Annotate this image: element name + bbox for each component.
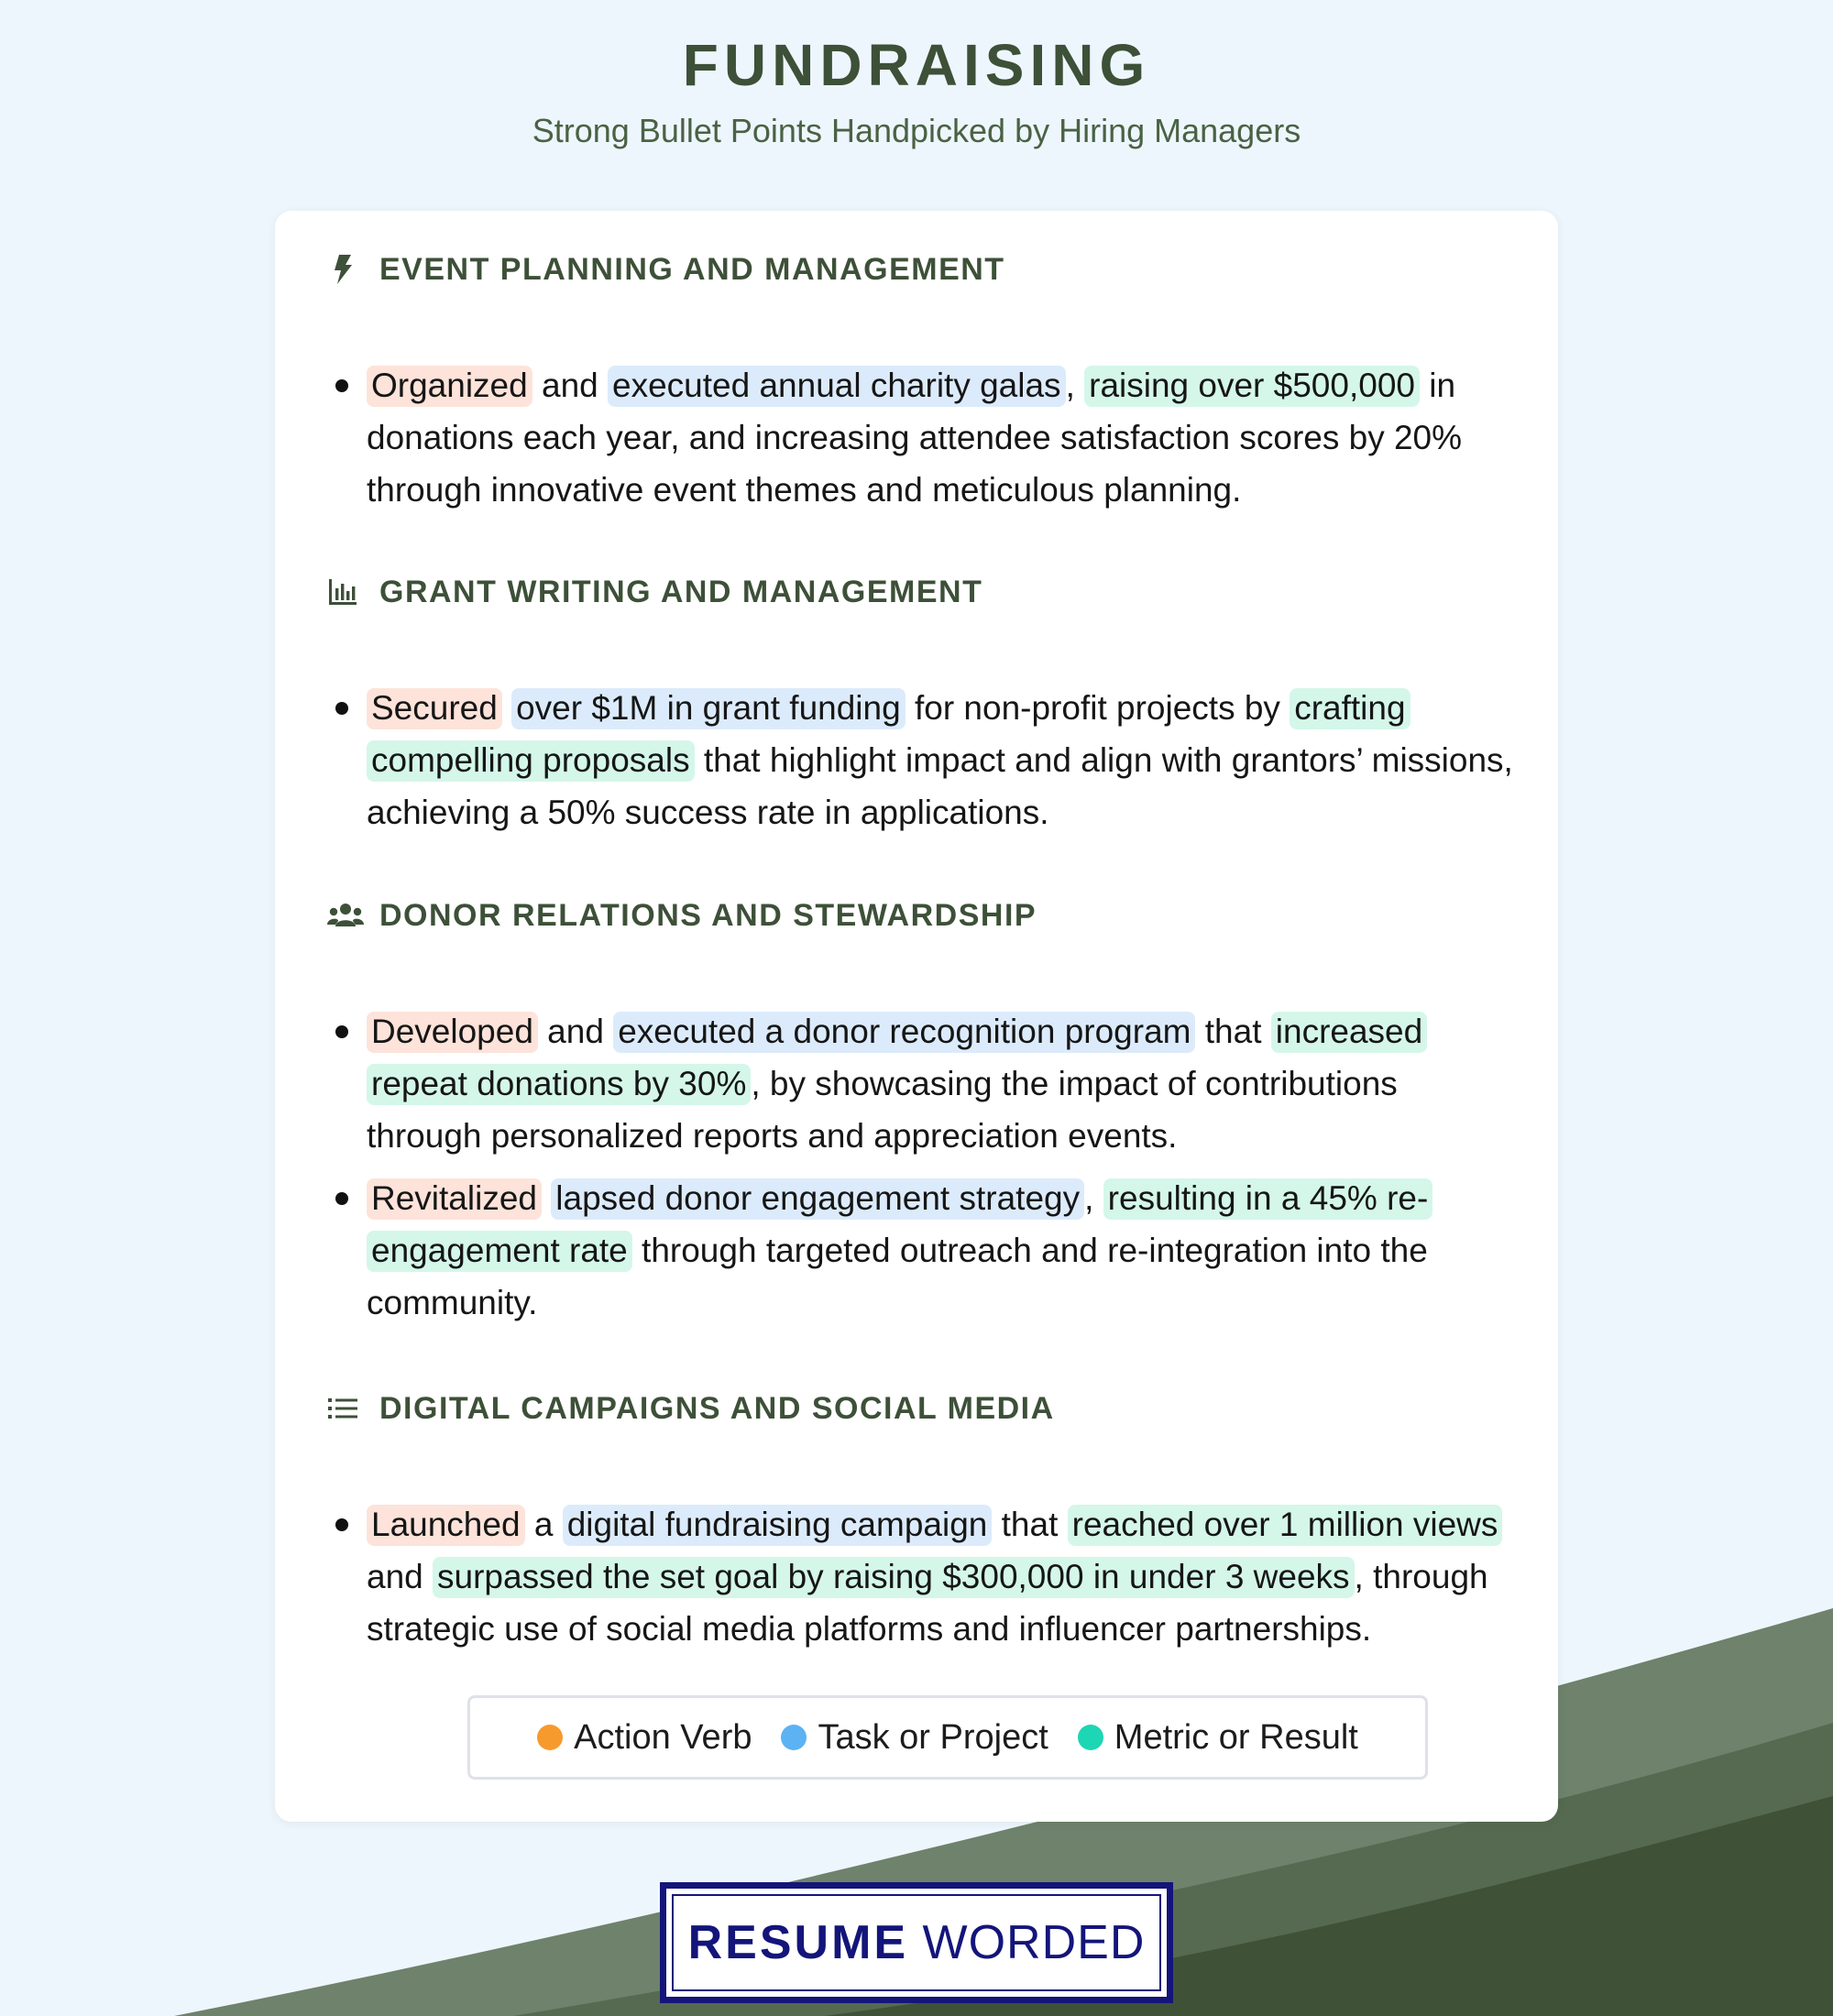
- bullet-dot: [335, 702, 348, 715]
- metric-highlight: reached over 1 million views: [1068, 1505, 1503, 1546]
- logo-word-light: WORDED: [922, 1916, 1146, 1969]
- legend-item-action: [537, 1718, 752, 1758]
- action-highlight: Launched: [367, 1505, 525, 1546]
- bullet-line: [367, 1550, 1488, 1603]
- list-icon: [326, 1392, 359, 1425]
- bullet-text-segment: through personalized reports and appreciation events.: [367, 1117, 1178, 1155]
- section-heading: [326, 251, 1005, 288]
- bullet-dot: [335, 379, 348, 392]
- bullet-text-segment: and: [537, 1013, 614, 1050]
- bullet-text-segment: , by showcasing the impact of contributions: [751, 1065, 1398, 1102]
- legend-dot-task: [781, 1725, 807, 1750]
- legend-dot-action: [537, 1725, 563, 1750]
- resume-worded-logo[interactable]: [660, 1882, 1173, 2003]
- metric-highlight: increased: [1271, 1012, 1427, 1053]
- action-highlight: Organized: [367, 366, 532, 407]
- section-heading: [326, 897, 1037, 934]
- bullet-text-segment: and: [367, 1558, 434, 1595]
- bullet-line: [367, 1498, 1502, 1550]
- bullet-text-segment: that: [992, 1506, 1068, 1543]
- metric-highlight: crafting: [1290, 688, 1410, 729]
- task-highlight: executed a donor recognition program: [613, 1012, 1195, 1053]
- action-highlight: Developed: [367, 1012, 538, 1053]
- page-subtitle: Strong Bullet Points Handpicked by Hiring Managers: [532, 112, 1301, 149]
- bullet-text-segment: that highlight impact and align with grantors’ missions,: [694, 741, 1513, 779]
- bolt-icon: [326, 253, 359, 286]
- bullet-text-segment: strategic use of social media platforms and influencer partnerships.: [367, 1610, 1372, 1648]
- bullet-text-segment: through innovative event themes and meticulous planning.: [367, 471, 1242, 509]
- task-highlight: executed annual charity galas: [608, 366, 1066, 407]
- metric-highlight: compelling proposals: [367, 740, 695, 782]
- bullet-text-segment: that: [1195, 1013, 1271, 1050]
- legend-dot-metric: [1078, 1725, 1103, 1750]
- bullet-text-segment: [542, 1179, 551, 1217]
- users-icon: [326, 899, 359, 932]
- bullet-text-segment: through targeted outreach and re-integration into the: [631, 1232, 1428, 1269]
- legend-label: Metric or Result: [1114, 1717, 1358, 1757]
- bullet-text-segment: and: [532, 367, 609, 404]
- bullet-line: [367, 359, 1455, 411]
- legend-label: Task or Project: [818, 1717, 1048, 1757]
- logo-text: [688, 1915, 1146, 1970]
- task-highlight: lapsed donor engagement strategy: [551, 1178, 1084, 1220]
- bullet-text-segment: , through: [1354, 1558, 1488, 1595]
- bullet-line: [367, 411, 1462, 464]
- bullet-line: [367, 682, 1410, 734]
- bullet-text-segment: community.: [367, 1284, 538, 1321]
- task-highlight: digital fundraising campaign: [563, 1505, 993, 1546]
- metric-highlight: repeat donations by 30%: [367, 1064, 751, 1105]
- bullet-line: [367, 734, 1513, 786]
- bullet-line: [367, 1172, 1432, 1224]
- action-highlight: Secured: [367, 688, 502, 729]
- task-highlight: over $1M in grant funding: [511, 688, 906, 729]
- bullet-line: [367, 1057, 1398, 1110]
- bullet-line: [367, 1110, 1177, 1162]
- bar-chart-icon: [326, 575, 359, 608]
- legend-item-metric: [1078, 1718, 1358, 1758]
- bullet-line: [367, 464, 1241, 516]
- logo-word-bold: RESUME: [687, 1916, 909, 1969]
- bullet-line: [367, 1276, 537, 1329]
- section-title: DONOR RELATIONS AND STEWARDSHIP: [379, 897, 1037, 933]
- section-title: EVENT PLANNING AND MANAGEMENT: [379, 251, 1005, 287]
- legend-item-task: [781, 1718, 1048, 1758]
- bullet-text-segment: [502, 689, 511, 727]
- section-title: DIGITAL CAMPAIGNS AND SOCIAL MEDIA: [379, 1390, 1055, 1426]
- bullet-dot: [335, 1192, 348, 1205]
- bullet-text-segment: in: [1419, 367, 1456, 404]
- page-title: FUNDRAISING: [682, 32, 1151, 98]
- legend-label: Action Verb: [574, 1717, 752, 1757]
- bullet-line: [367, 1603, 1371, 1655]
- bullet-line: [367, 786, 1049, 838]
- bullet-dot: [335, 1025, 348, 1038]
- bullet-text-segment: a: [524, 1506, 563, 1543]
- action-highlight: Revitalized: [367, 1178, 542, 1220]
- bullet-text-segment: donations each year, and increasing attendee satisfaction scores by 20%: [367, 419, 1463, 456]
- bullet-text-segment: for non-profit projects by: [905, 689, 1290, 727]
- bullet-text-segment: achieving a 50% success rate in applications.: [367, 794, 1049, 831]
- highlight-legend: [467, 1695, 1428, 1780]
- section-title: GRANT WRITING AND MANAGEMENT: [379, 574, 983, 609]
- bullet-dot: [335, 1518, 348, 1531]
- bullet-line: [367, 1224, 1428, 1276]
- bullet-points-card: [275, 211, 1558, 1822]
- metric-highlight: engagement rate: [367, 1231, 632, 1272]
- bullet-line: [367, 1005, 1427, 1057]
- bullet-text-segment: ,: [1065, 367, 1085, 404]
- bullet-text-segment: ,: [1084, 1179, 1103, 1217]
- metric-highlight: resulting in a 45% re-: [1103, 1178, 1433, 1220]
- metric-highlight: raising over $500,000: [1084, 366, 1420, 407]
- metric-highlight: surpassed the set goal by raising $300,000 in under 3 weeks: [433, 1557, 1355, 1598]
- section-heading: [326, 574, 982, 610]
- section-heading: [326, 1390, 1055, 1427]
